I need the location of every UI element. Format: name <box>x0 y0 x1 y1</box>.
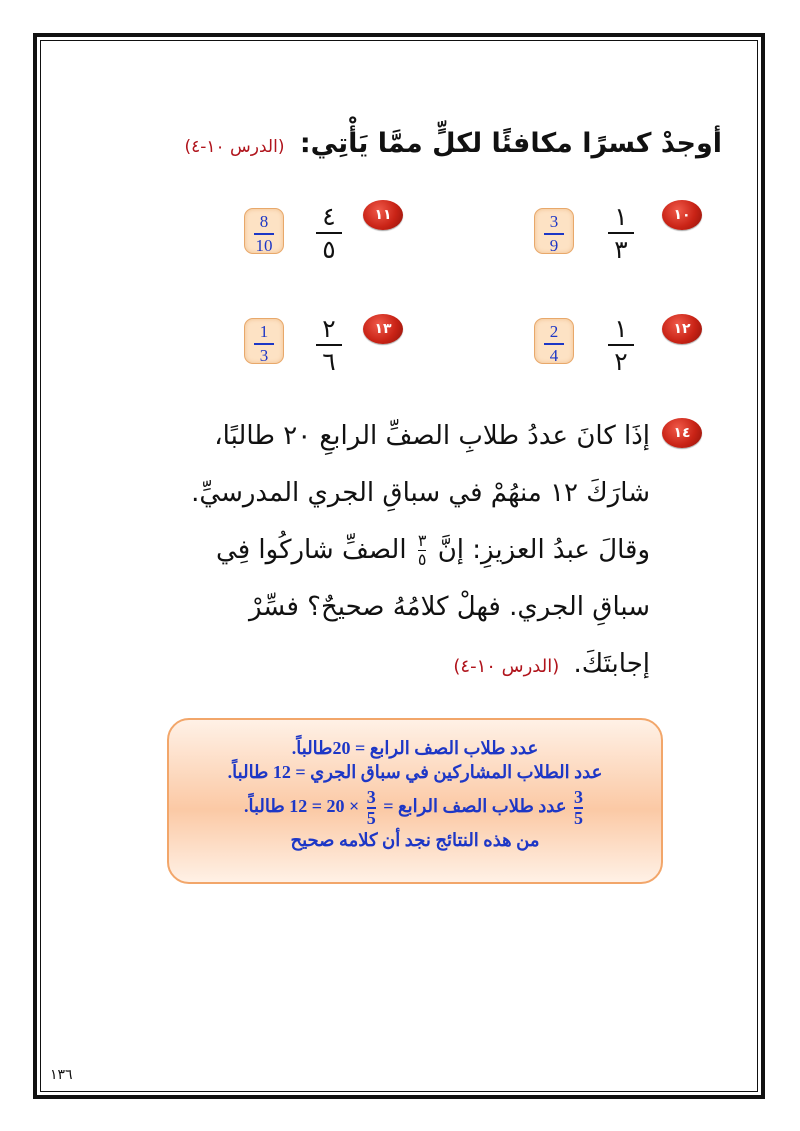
numerator: 3 <box>366 787 376 808</box>
given-denominator: ٣ <box>614 235 628 264</box>
inline-numerator: ٣ <box>417 530 427 550</box>
exercise-number-badge-11: ١١ <box>363 200 403 230</box>
exercise-heading <box>82 128 722 159</box>
answer-numerator: 3 <box>549 212 559 231</box>
word-problem-14 <box>90 408 650 695</box>
answer-fraction-12 <box>534 318 574 364</box>
answer-line-2: عدد الطلاب المشاركين في سباق الجري = 12 طالباً. <box>227 762 603 782</box>
given-fraction-10 <box>604 203 638 263</box>
problem-line-4: سباقِ الجري. فهلْ كلامُهُ صحيحٌ؟ فسِّرْ <box>248 592 650 622</box>
problem-line-5 <box>90 636 650 695</box>
heading-text: أوجدْ كسرًا مكافئًا لكلٍّ ممَّا يَأْتِي: <box>299 128 722 159</box>
given-fraction-13 <box>312 315 346 375</box>
answer-denominator: 9 <box>549 235 559 255</box>
answer-fraction-left <box>574 789 583 827</box>
answer-denominator: 4 <box>549 345 559 365</box>
answer-line-3 <box>169 784 661 828</box>
denominator: 5 <box>366 807 376 828</box>
problem-line-3-start: وقالَ عبدُ العزيزِ: إنَّ <box>437 535 650 565</box>
given-denominator: ٥ <box>322 235 336 264</box>
fraction-bar <box>254 343 274 345</box>
answer-line-1: عدد طلاب الصف الرابع = 20طالباً. <box>291 738 539 758</box>
answer-fraction-13 <box>244 318 284 364</box>
lesson-reference: (الدرس ١٠-٤) <box>453 656 560 677</box>
fraction-bar <box>544 233 564 235</box>
denominator: 5 <box>573 807 583 828</box>
problem-line-3-end: الصفِّ شاركُوا فِي <box>216 535 407 565</box>
fraction-bar <box>544 343 564 345</box>
answer-denominator: 10 <box>255 235 273 255</box>
answer-numerator: 2 <box>549 322 559 341</box>
exercise-number-badge-13: ١٣ <box>363 314 403 344</box>
answer-denominator: 3 <box>259 345 269 365</box>
answer-line-4: من هذه النتائج نجد أن كلامه صحيح <box>290 830 540 850</box>
problem-line-5-text: إجابتَكَ. <box>573 649 650 679</box>
problem-line-1: إذَا كانَ عددُ طلابِ الصفِّ الرابعِ ٢٠ طالبًا، <box>214 421 650 451</box>
given-fraction-12 <box>604 315 638 375</box>
given-numerator: ٤ <box>322 202 336 231</box>
exercise-number-badge-12: ١٢ <box>662 314 702 344</box>
answer-fraction-right <box>367 789 376 827</box>
inline-denominator: ٥ <box>417 550 427 570</box>
problem-line-2: شارَكَ ١٢ منهُمْ في سباقِ الجري المدرسيِّ. <box>191 478 650 508</box>
exercise-number-badge-14: ١٤ <box>662 418 702 448</box>
answer-numerator: 8 <box>259 212 269 231</box>
answer-fraction-11 <box>244 208 284 254</box>
given-denominator: ٦ <box>322 347 336 376</box>
fraction-bar <box>316 232 342 234</box>
fraction-bar <box>316 344 342 346</box>
fraction-bar <box>254 233 274 235</box>
answer-numerator: 1 <box>259 322 269 341</box>
inline-fraction <box>417 530 427 570</box>
given-numerator: ٢ <box>322 314 336 343</box>
given-fraction-11 <box>312 203 346 263</box>
answer-line-3-text-a: عدد طلاب الصف الرابع = <box>383 796 567 816</box>
given-numerator: ١ <box>614 202 628 231</box>
given-numerator: ١ <box>614 314 628 343</box>
problem-line-3 <box>90 522 650 579</box>
answer-line-3-text-b: × 20 = 12 طالباً. <box>244 796 360 816</box>
fraction-bar <box>608 232 634 234</box>
fraction-bar <box>608 344 634 346</box>
page-number: ١٣٦ <box>50 1067 73 1083</box>
answer-fraction-10 <box>534 208 574 254</box>
lesson-reference: (الدرس ١٠-٤) <box>184 137 285 157</box>
given-denominator: ٢ <box>614 347 628 376</box>
numerator: 3 <box>573 787 583 808</box>
exercise-number-badge-10: ١٠ <box>662 200 702 230</box>
answer-box <box>167 718 663 884</box>
